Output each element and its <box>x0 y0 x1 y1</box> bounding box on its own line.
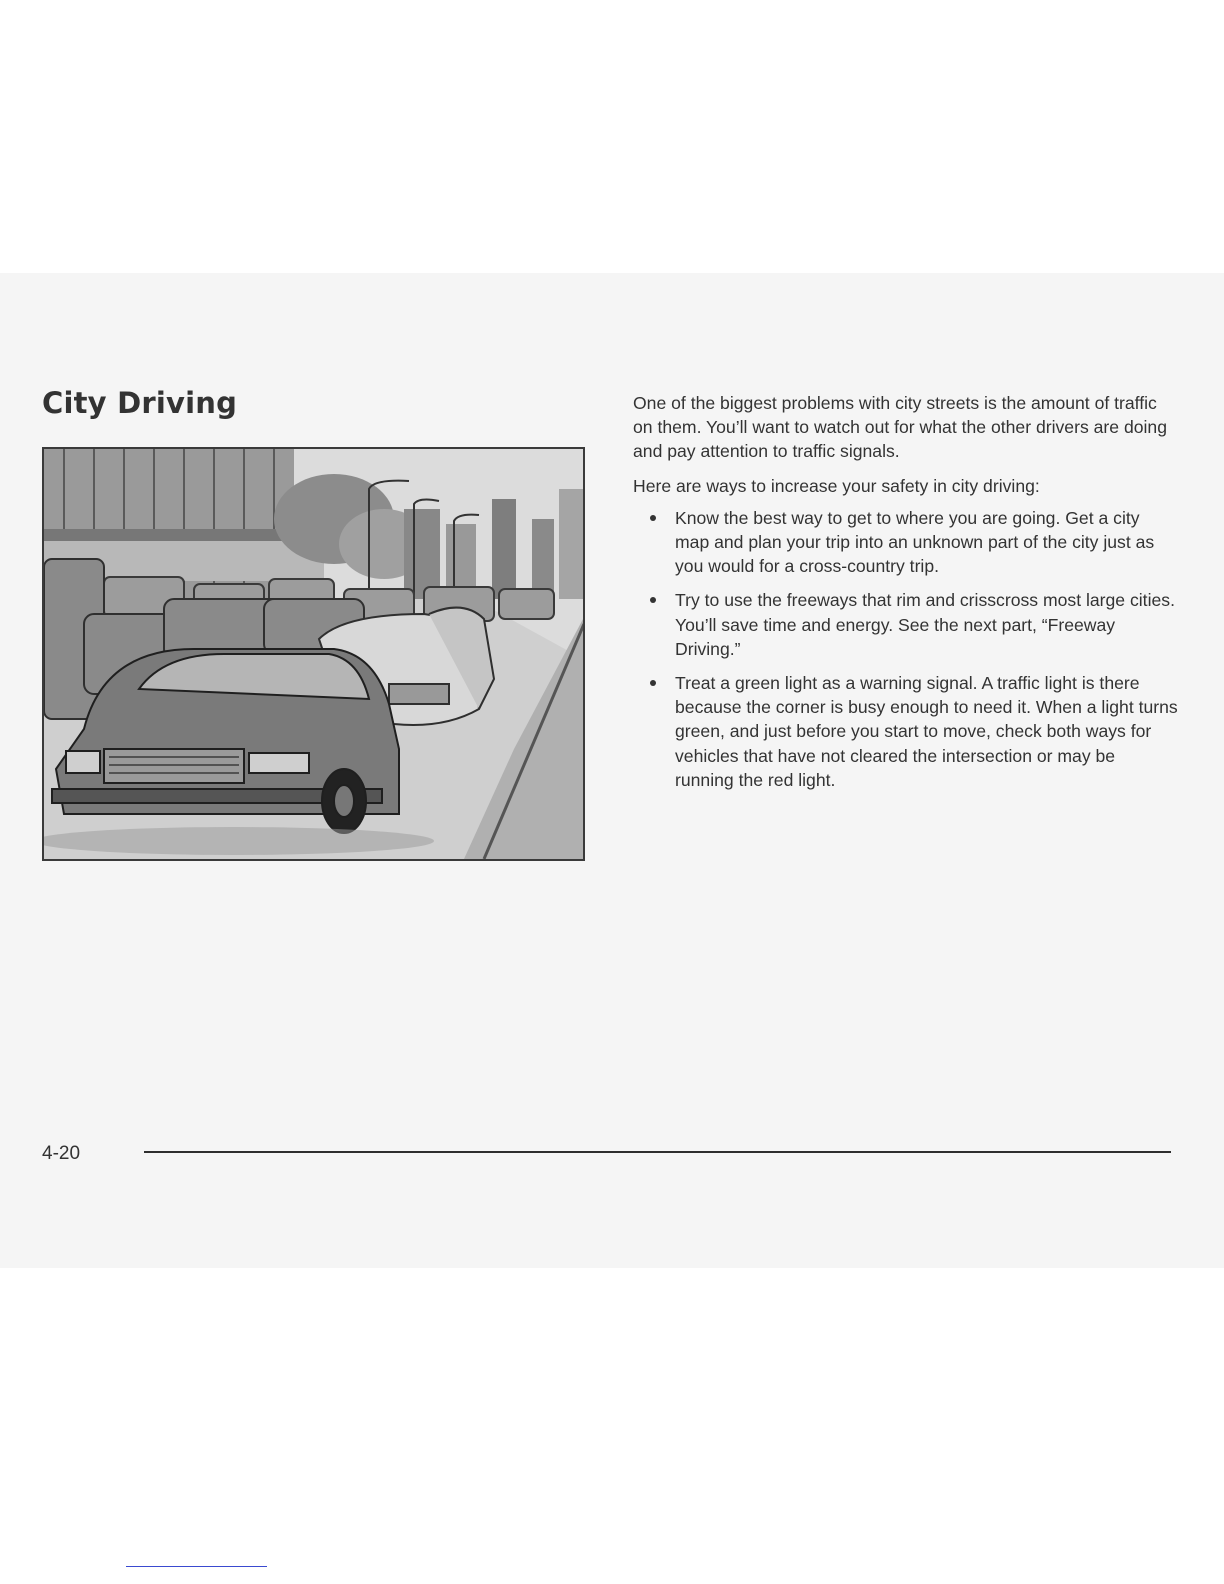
section-heading: City Driving <box>42 386 238 420</box>
bullet-icon <box>650 515 656 521</box>
list-item <box>633 588 1178 661</box>
body-text <box>633 391 1178 802</box>
intro-paragraph: One of the biggest problems with city streets is the amount of traffic on them. You’ll want to watch out for what the other drivers are doing and pay attention to traffic signals. <box>633 393 1167 462</box>
footer-link-underline[interactable] <box>126 1566 267 1567</box>
list-item <box>633 506 1178 579</box>
bullet-icon <box>650 597 656 603</box>
lead-paragraph: Here are ways to increase your safety in city driving: <box>633 475 1040 496</box>
safety-tips-list <box>633 506 1178 792</box>
bullet-icon <box>650 680 656 686</box>
list-item-text: Know the best way to get to where you are going. Get a city map and plan your trip into an unknown part of the city just as you would for a cross-country trip. <box>675 507 1155 577</box>
city-traffic-illustration-icon <box>42 447 585 861</box>
list-item-text: Treat a green light as a warning signal. A traffic light is there because the corner is busy enough to need it. When a light turns green, and just before you start to move, check both ways for vehicles that have not cleared the intersection or may be running the red light. <box>675 673 1178 790</box>
list-item-text: Try to use the freeways that rim and crisscross most large cities. You’ll save time and energy. See the next part, “Freeway Driving.” <box>675 590 1175 659</box>
footer-rule <box>144 1151 1171 1153</box>
list-item <box>633 671 1178 792</box>
page-number: 4-20 <box>42 1143 81 1164</box>
